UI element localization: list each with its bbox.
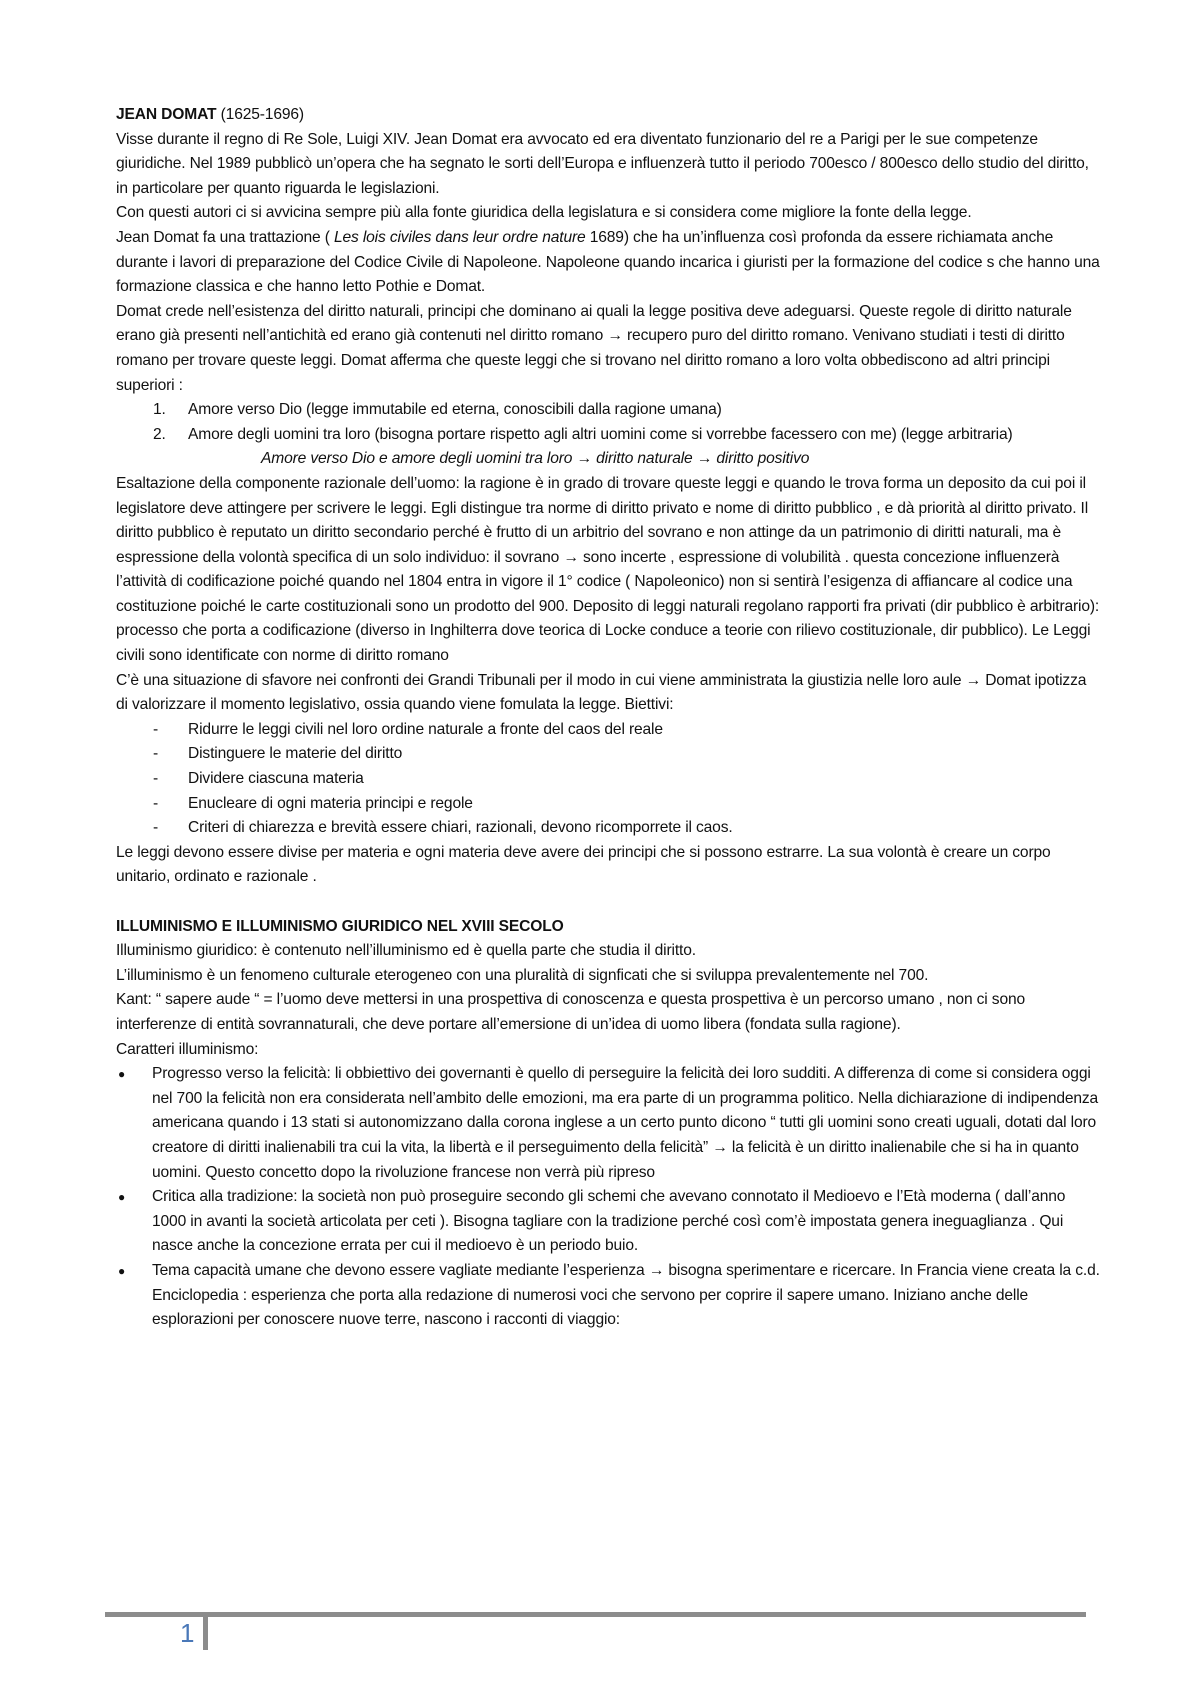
list-item bbox=[116, 423, 1101, 448]
list-item bbox=[116, 792, 1101, 817]
paragraph: Illuminismo giuridico: è contenuto nell’illuminismo ed è quella parte che studia il diritto. bbox=[116, 942, 696, 960]
section-heading-illuminismo: ILLUMINISMO E ILLUMINISMO GIURIDICO NEL XVIII SECOLO bbox=[116, 917, 564, 935]
document-body bbox=[116, 103, 1101, 1333]
paragraph: Caratteri illuminismo: bbox=[116, 1040, 259, 1058]
list-item-text: Dividere ciascuna materia bbox=[188, 770, 364, 788]
list-item-text: Distinguere le materie del diritto bbox=[188, 745, 403, 763]
paragraph-gap bbox=[116, 890, 1101, 915]
bullet-icon: ● bbox=[118, 1190, 126, 1205]
list-item bbox=[116, 1185, 1101, 1259]
paragraph: Le leggi devono essere divise per materia e ogni materia deve avere dei principi che si possono estrarre. La sua volontà è creare un corpo unitario, ordinato e razionale . bbox=[116, 843, 1051, 886]
list-item-text: Critica alla tradizione: la società non può proseguire secondo gli schemi che avevano connotato il Medioevo e l’Età moderna ( dall’anno 1000 in avanti la società articolata per ceti ). Bisogna tagliare con la tradizione perché così com’è impostata genera ineguaglianza . Qui nasce anche la concezione errata per cui il medioevo è un periodo buio. bbox=[152, 1188, 1066, 1255]
paragraph bbox=[116, 226, 1101, 300]
list-dash: - bbox=[153, 745, 159, 763]
italic-summary-line: Amore verso Dio e amore degli uomini tra loro → diritto naturale → diritto positivo bbox=[261, 450, 810, 468]
list-item bbox=[116, 742, 1101, 767]
footer-divider bbox=[203, 1617, 208, 1650]
paragraph: Esaltazione della componente razionale dell’uomo: la ragione è in grado di trovare queste leggi e quando le trova forma un deposito da cui poi il legislatore deve attingere per scrivere le leggi. Egli distingue tra norme di diritto privato e nome di diritto pubblico , e dà priorità al diritto privato. Il diritto pubblico è reputato un diritto secondario perché è frutto di un arbitrio del sovrano e non attinge da un patrimonio di diritti naturali, ma è espressione della volontà specifica di un solo individuo: il sovrano → sono incerte , espressione di volubilità . questa concezione influenzerà l’attività di codificazione poiché quando nel 1804 entra in vigore il 1° codice ( Napoleonico) non si sentirà l’esigenza di affiancare al codice una costituzione poiché le carte costituzionali sono un prodotto del 900. Deposito di leggi naturali regolano rapporti fra privati (dir pubblico è arbitrario): processo che porta a codificazione (diverso in Inghilterra dove teorica di Locke conduce a teorie con rilievo costituzionale, dir pubblico). Le Leggi civili sono identificate con norme di diritto romano bbox=[116, 474, 1100, 665]
list-item-text: Amore verso Dio (legge immutabile ed eterna, conoscibili dalla ragione umana) bbox=[188, 401, 722, 419]
paragraph: Con questi autori ci si avvicina sempre più alla fonte giuridica della legislatura e si considera come migliore la fonte della legge. bbox=[116, 204, 972, 222]
bullet-list bbox=[116, 1062, 1101, 1333]
list-item bbox=[116, 398, 1101, 423]
list-dash: - bbox=[153, 720, 159, 738]
footer-rule bbox=[105, 1612, 1086, 1617]
heading-title: JEAN DOMAT bbox=[116, 106, 217, 123]
paragraph: Visse durante il regno di Re Sole, Luigi XIV. Jean Domat era avvocato ed era diventato funzionario del re a Parigi per le sue competenze giuridiche. Nel 1989 pubblicò un’opera che ha segnato le sorti dell’Europa e influenzerà tutto il periodo 700esco / 800esco dello studio del diritto, in particolare per quanto riguarda le legislazioni. bbox=[116, 130, 1089, 197]
list-number: 1. bbox=[153, 401, 166, 419]
list-item-text: Tema capacità umane che devono essere vagliate mediante l’esperienza → bisogna sperimentare e ricercare. In Francia viene creata la c.d. Enciclopedia : esperienza che porta alla redazione di numerosi voci che servono per coprire il sapere umano. Iniziano anche delle esplorazioni per conoscere nuove terre, nascono i racconti di viaggio: bbox=[152, 1261, 1100, 1329]
list-item-text: Amore degli uomini tra loro (bisogna portare rispetto agli altri uomini come si vorrebbe facessero con me) (legge arbitraria) bbox=[188, 425, 1013, 443]
list-dash: - bbox=[153, 819, 159, 837]
page-number: 1 bbox=[180, 1618, 195, 1648]
book-title: Les lois civiles dans leur ordre nature bbox=[333, 228, 586, 246]
paragraph: L’illuminismo è un fenomeno culturale eterogeneo con una pluralità di signficati che si sviluppa prevalentemente nel 700. bbox=[116, 966, 929, 984]
list-dash: - bbox=[153, 770, 159, 788]
list-dash: - bbox=[153, 794, 159, 812]
paragraph: Kant: “ sapere aude “ = l’uomo deve mettersi in una prospettiva di conoscenza e questa prospettiva è un percorso umano , non ci sono interferenze di entità sovrannaturali, che deve portare all’emersione di un’idea di uomo libera (fondata sulla ragione). bbox=[116, 991, 1026, 1033]
list-item bbox=[116, 767, 1101, 792]
list-item bbox=[116, 816, 1101, 841]
bullet-icon: ● bbox=[118, 1263, 126, 1278]
paragraph-text: 1689) che ha un’influenza così profonda da essere richiamata anche durante i lavori di preparazione del Codice Civile di Napoleone. Napoleone quando incarica i giuristi per la formazione del codice s che hanno una formazione classica e che hanno letto Pothie e Domat. bbox=[116, 228, 1100, 296]
heading-dates: (1625-1696) bbox=[216, 106, 304, 123]
list-item-text: Criteri di chiarezza e brevità essere chiari, razionali, devono ricomporrete il caos. bbox=[188, 819, 733, 837]
paragraph-text: Jean Domat fa una trattazione ( bbox=[116, 228, 334, 246]
section-heading-domat bbox=[116, 103, 1101, 128]
numbered-list bbox=[116, 398, 1101, 447]
list-item-text: Progresso verso la felicità: li obbiettivo dei governanti è quello di perseguire la felicità dei loro sudditi. A differenza di come si considera oggi nel 700 la felicità non era considerata nell’ambito delle emozioni, ma era parte di un programma politico. Nella dichiarazione di indipendenza americana quando i 13 stati si autonomizzano dalla corona inglese a un certo punto dicono “ tutti gli uomini sono creati uguali, dotati dal loro creatore di diritti inalienabili tra cui la vita, la libertà e il perseguimento della felicità” → la felicità è un diritto inalienabile che si ha in quanto uomini. Questo concetto dopo la rivoluzione francese non verrà più ripreso bbox=[152, 1065, 1099, 1181]
dashed-list bbox=[116, 718, 1101, 841]
paragraph: C’è una situazione di sfavore nei confronti dei Grandi Tribunali per il modo in cui viene amministrata la giustizia nelle loro aule → Domat ipotizza di valorizzare il momento legislativo, ossia quando viene fomulata la legge. Biettivi: bbox=[116, 671, 1087, 714]
list-item-text: Enucleare di ogni materia principi e regole bbox=[188, 794, 473, 812]
bullet-icon: ● bbox=[118, 1067, 126, 1082]
list-item-text: Ridurre le leggi civili nel loro ordine naturale a fronte del caos del reale bbox=[188, 720, 663, 738]
paragraph: Domat crede nell’esistenza del diritto naturali, principi che dominano ai quali la legge positiva deve adeguarsi. Queste regole di diritto naturale erano già presenti nell’antichità ed erano già contenuti nel diritto romano → recupero puro del diritto romano. Venivano studiati i testi di diritto romano per trovare queste leggi. Domat afferma che queste leggi che si trovano nel diritto romano a loro volta obbediscono ad altri principi superiori : bbox=[116, 302, 1072, 394]
list-item bbox=[116, 718, 1101, 743]
list-number: 2. bbox=[153, 425, 166, 443]
list-item bbox=[116, 1062, 1101, 1185]
list-item bbox=[116, 1259, 1101, 1333]
